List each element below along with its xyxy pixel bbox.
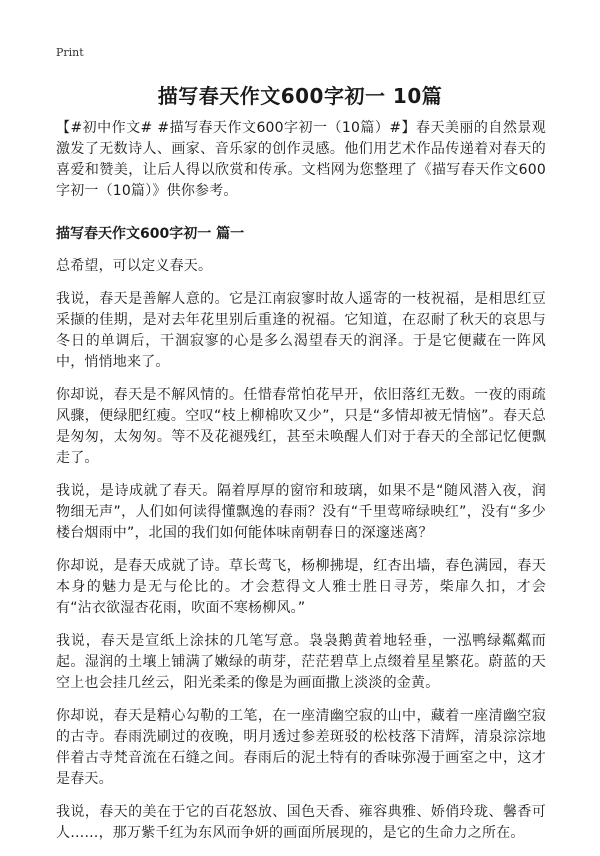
- article-body: [56, 118, 546, 856]
- paragraph: 你却说，春天是不解风情的。任惜春常怕花早开，依旧落红无数。一夜的雨疏风骤，便绿肥红瘦。空叹“枝上柳棉吹又少”，只是“多情却被无情恼”。春天总是匆匆，太匆匆。等不及花褪残红，甚至未唤醒人们对于春天的全部记忆便飘走了。: [56, 387, 546, 466]
- section-heading: 描写春天作文600字初一 篇一: [56, 226, 245, 242]
- paragraph: 你却说，春天是精心勾勒的工笔，在一座清幽空寂的山中，藏着一座清幽空寂的古寺。春雨洗刷过的夜晚，明月透过参差斑驳的松枝落下清辉，清泉淙淙地伴着古寺梵音流在石缝之间。春雨后的泥土特有的香味弥漫于画室之中，这才是春天。: [56, 708, 546, 787]
- intro-paragraph: 【#初中作文# #描写春天作文600字初一（10篇）#】春天美丽的自然景观激发了无数诗人、画家、音乐家的创作灵感。他们用艺术作品传递着对春天的喜爱和赞美，让后人得以欣赏和传承。文档网为您整理了《描写春天作文600字初一（10篇）》供你参考。: [56, 120, 546, 199]
- paragraph: 我说，是诗成就了春天。隔着厚厚的窗帘和玻璃，如果不是“随风潜入夜，润物细无声”，人们如何读得懂飘逸的春雨？没有“千里莺啼绿映红”，没有“多少楼台烟雨中”，北国的我们如何能体味南朝春日的深邃迷离？: [56, 483, 546, 541]
- paragraph: 你却说，是春天成就了诗。草长莺飞，杨柳拂堤，红杏出墙，春色满园，春天本身的魅力是无与伦比的。才会惹得文人雅士胜日寻芳，柴扉久扣，才会有“沾衣欲湿杏花雨，吹面不寒杨柳风。”: [56, 558, 546, 616]
- print-label[interactable]: Print: [56, 46, 84, 59]
- paragraph: 我说，春天是宣纸上涂抹的几笔写意。袅袅鹅黄着地轻垂，一泓鸭绿粼粼而起。湿润的土壤上铺满了嫩绿的萌芽，茫茫碧草上点缀着星星繁花。蔚蓝的天空上也会挂几丝云，阳光柔柔的像是为画面撒上淡淡的金黄。: [56, 633, 546, 691]
- paragraph: 总希望，可以定义春天。: [56, 258, 213, 274]
- page-title: 描写春天作文600字初一 10篇: [157, 84, 443, 108]
- paragraph: 我说，春天的美在于它的百花怒放、国色天香、雍容典雅、娇俏玲珑、馨香可人……，那万紫千红为东风而争妍的画面所展现的，是它的生命力之所在。: [56, 804, 546, 841]
- paragraph: 我说，春天是善解人意的。它是江南寂寥时故人遥寄的一枝祝福，是相思红豆采撷的佳期，是对去年花里别后重逢的祝福。它知道，在忍耐了秋天的哀思与冬日的单调后，干涸寂寥的心是多么渴望春天的润泽。于是它便藏在一阵风中，悄悄地来了。: [56, 291, 546, 370]
